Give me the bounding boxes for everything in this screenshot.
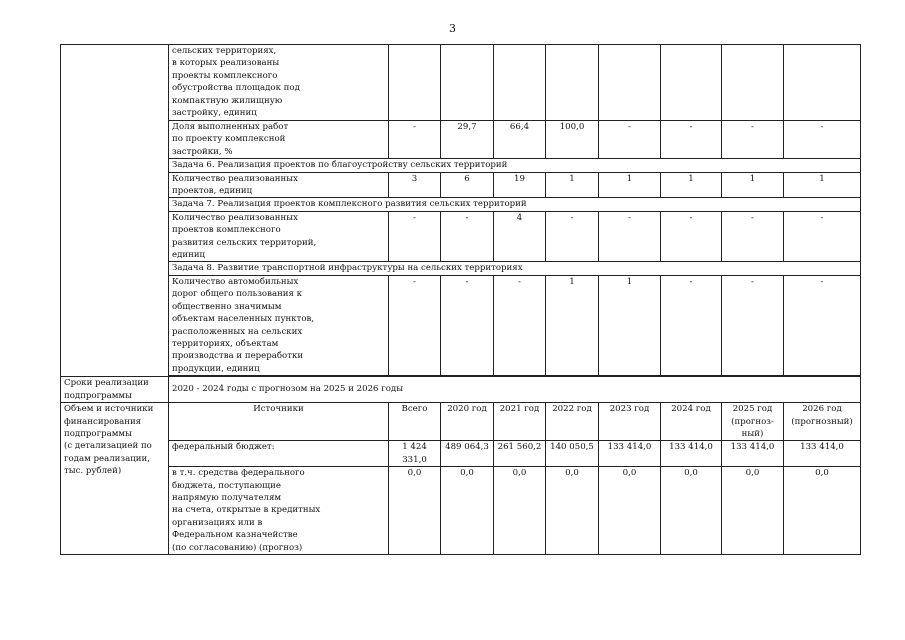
page-number: 3 xyxy=(449,22,456,35)
finance-header-total: Всего xyxy=(389,403,441,441)
indicator-label: Количество автомобильных дорог общего пользования к общественно значимым объектам населенных пунктов, расположенных на сельских территориях, объектам производства и переработки продукции, единиц xyxy=(169,275,389,375)
finance-header-year: 2025 год (прогноз- ный) xyxy=(722,403,784,441)
finance-label: Объем и источники финансирования подпрограммы (с детализацией по годам реализации, тыс. рублей) xyxy=(61,403,169,555)
finance-header-year: 2020 год xyxy=(441,403,494,441)
table-row xyxy=(61,159,861,172)
empty-left-cell xyxy=(61,45,169,377)
indicator-label: Количество реализованных проектов, единиц xyxy=(169,172,389,198)
table-row: Количество реализованных проектов комплексного развития сельских территорий, единиц - - 4 - - - - - xyxy=(61,211,861,262)
table-row xyxy=(61,377,861,403)
table-row xyxy=(61,262,861,275)
table-row: Доля выполненных работ по проекту комплексной застройки, % - 29,7 66,4 100,0 - - - - xyxy=(61,121,861,159)
table-row: в т.ч. средства федерального бюджета, поступающие напрямую получателям на счета, открытые в кредитных организациях или в Федеральном казначействе (по согласованию) (прогноз) 0,0 0,0 0,0 0,0 0,0 0,0 0,0 0,0 xyxy=(61,467,861,555)
table-row xyxy=(61,403,861,441)
indicator-continuation: сельских территориях, в которых реализованы проекты комплексного обустройства площадок под компактную жилищную застройку, единиц xyxy=(169,45,389,121)
table-row: федеральный бюджет: 1 424 331,0 489 064,3 261 560,2 140 050,5 133 414,0 133 414,0 133 414,0 133 414,0 xyxy=(61,441,861,467)
indicator-label: Доля выполненных работ по проекту комплексной застройки, % xyxy=(169,121,389,159)
finance-header-source: Источники xyxy=(169,403,389,441)
table-row xyxy=(61,198,861,211)
table-row xyxy=(61,45,861,121)
finance-header-year: 2026 год (прогнозный) xyxy=(784,403,861,441)
table-row: Количество реализованных проектов, единиц 3 6 19 1 1 1 1 1 xyxy=(61,172,861,198)
task-title: Задача 6. Реализация проектов по благоустройству сельских территорий xyxy=(169,159,861,172)
federal-direct-label: в т.ч. средства федерального бюджета, поступающие напрямую получателям на счета, открытые в кредитных организациях или в Федеральном казначействе (по согласованию) (прогноз) xyxy=(169,467,389,555)
finance-header-year: 2024 год xyxy=(661,403,722,441)
passport-table xyxy=(60,44,861,555)
table-row: Количество автомобильных дорог общего пользования к общественно значимым объектам населенных пунктов, расположенных на сельских территориях, объектам производства и переработки продукции, единиц - - - 1 1 - - - xyxy=(61,275,861,375)
finance-header-year: 2022 год xyxy=(546,403,599,441)
task-title: Задача 7. Реализация проектов комплексного развития сельских территорий xyxy=(169,198,861,211)
finance-header-year: 2021 год xyxy=(494,403,546,441)
finance-header-year: 2023 год xyxy=(599,403,661,441)
terms-value: 2020 - 2024 годы с прогнозом на 2025 и 2026 годы xyxy=(169,377,861,403)
task-title: Задача 8. Развитие транспортной инфраструктуры на сельских территориях xyxy=(169,262,861,275)
terms-label: Сроки реализации подпрограммы xyxy=(61,377,169,403)
federal-budget-label: федеральный бюджет: xyxy=(169,441,389,467)
indicator-label: Количество реализованных проектов комплексного развития сельских территорий, единиц xyxy=(169,211,389,262)
